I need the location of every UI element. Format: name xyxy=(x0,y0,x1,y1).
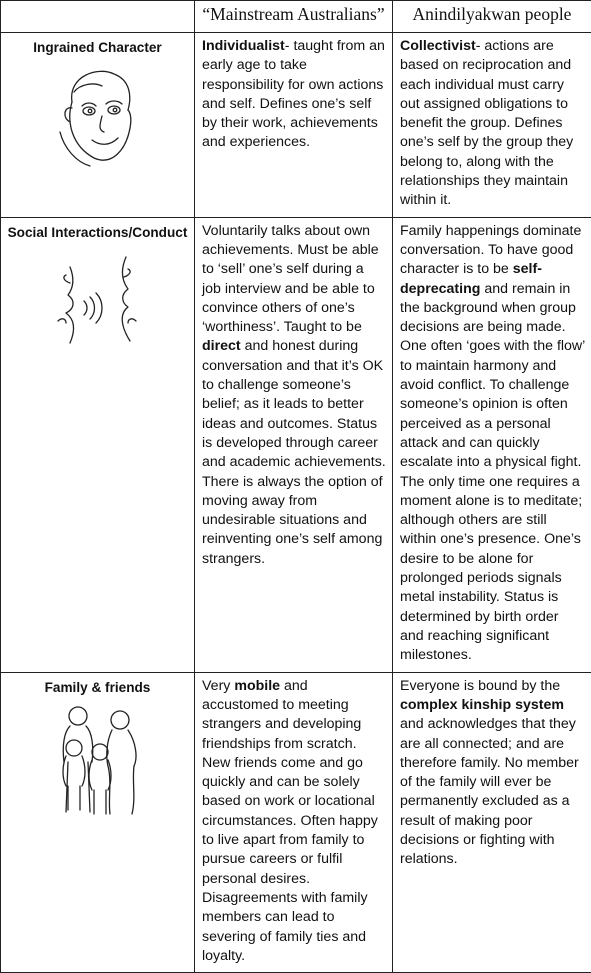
cell-text: - taught from an early age to take responsibility for own actions and self. Defines one’s self by their work, achievements and experiences. xyxy=(202,38,385,150)
row-label-cell xyxy=(1,672,195,972)
anindilyakwan-cell xyxy=(393,33,591,218)
cell-bold-term: self-deprecating xyxy=(400,261,542,296)
cell-bold-term: Collectivist xyxy=(400,38,476,54)
face-sketch-icon xyxy=(50,62,146,170)
cell-text: Everyone is bound by the xyxy=(400,678,560,694)
cell-bold-term: direct xyxy=(202,338,241,354)
header-row xyxy=(1,1,591,33)
cell-text: Family happenings dominate conversation. To have good character is to be xyxy=(400,223,581,278)
conversation-sketch-icon xyxy=(50,247,146,357)
cell-text: - actions are based on reciprocation and each individual must carry out assigned obligations to benefit the group. Defines one’s self by the group they belong to, along with the relationships they maintain within it. xyxy=(400,38,573,208)
cell-text: and honest during conversation and that it’s OK to challenge someone’s belief; as it leads to better ideas and outcomes. Status is developed through career and academic achievements. There is always the option of moving away from undesirable situations and reinventing one’s self among strangers. xyxy=(202,338,386,566)
row-label: Family & friends xyxy=(5,679,190,696)
cell-text: and acknowledges that they are all connected; and are therefore family. No member of the family will ever be permanently excluded as a result of making poor decisions or fighting with relations. xyxy=(400,716,579,867)
mainstream-cell xyxy=(195,33,393,218)
mainstream-cell xyxy=(195,672,393,972)
cell-text: Voluntarily talks about own achievements. Must be able to ‘sell’ one’s self during a job interview and be able to convince others of one’s ‘worthiness’. Taught to be xyxy=(202,223,379,335)
anindilyakwan-cell xyxy=(393,672,591,972)
row-label-cell xyxy=(1,217,195,672)
row-label: Ingrained Character xyxy=(5,39,190,56)
row-label-cell xyxy=(1,33,195,218)
header-anindilyakwan: Anindilyakwan people xyxy=(393,1,591,33)
table-row-social-interactions xyxy=(1,217,591,672)
cell-bold-term: Individualist xyxy=(202,38,285,54)
anindilyakwan-cell xyxy=(393,217,591,672)
table-row-ingrained-character xyxy=(1,33,591,218)
cell-bold-term: complex kinship system xyxy=(400,697,564,713)
mainstream-cell xyxy=(195,217,393,672)
cell-text: Very xyxy=(202,678,234,694)
cell-bold-term: mobile xyxy=(234,678,280,694)
cell-text: and accustomed to meeting strangers and developing friendships from scratch. New friends come and go quickly and can be solely based on work or locational circumstances. Often happy to live apart from family to pursue careers or fulfil personal desires. Disagreements with family members can lead to severing of family ties and loyalty. xyxy=(202,678,378,964)
header-mainstream: “Mainstream Australians” xyxy=(195,1,393,33)
family-sketch-icon xyxy=(46,702,150,822)
header-empty-cell xyxy=(1,1,195,33)
row-label: Social Interactions/Conduct xyxy=(5,224,190,241)
cell-text: and remain in the background when group decisions are being made. One often ‘goes with the flow’ to maintain harmony and avoid conflict. To challenge someone’s opinion is often perceived as a personal attack and can quickly escalate into a physical fight. The only time one requires a moment alone is to meditate; although others are still within one’s presence. One’s desire to be alone for prolonged periods signals metal instability. Status is determined by birth order and reaching significant milestones. xyxy=(400,281,585,664)
table-row-family-friends xyxy=(1,672,591,972)
